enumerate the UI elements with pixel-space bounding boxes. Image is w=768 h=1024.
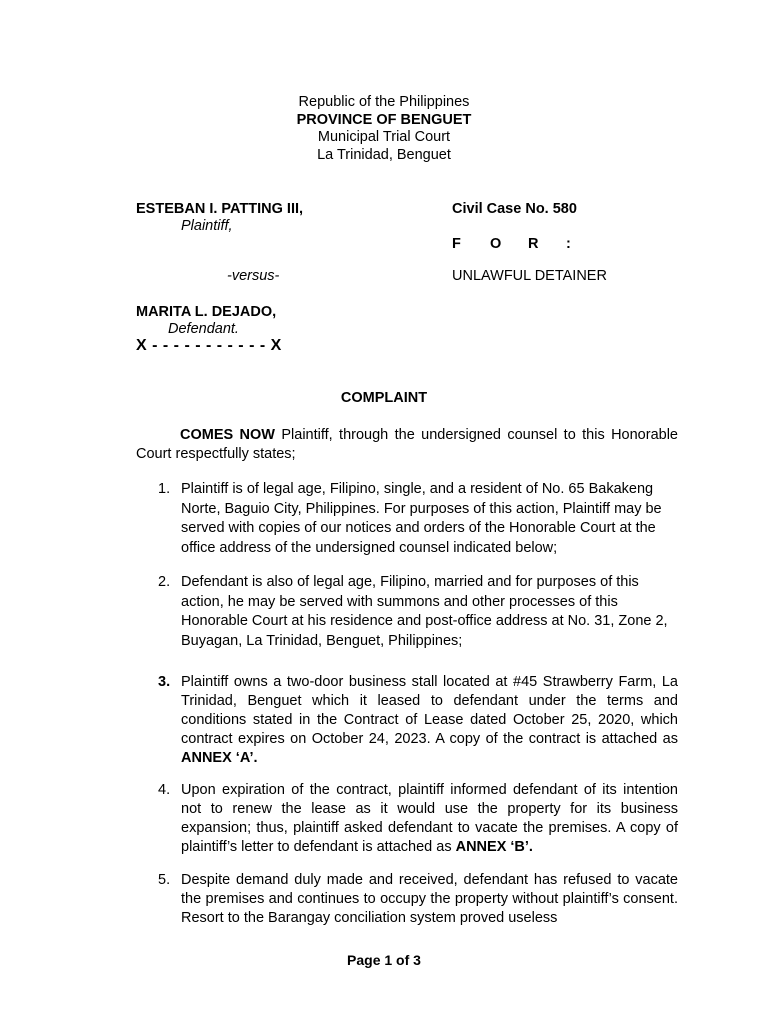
paragraph-text: Upon expiration of the contract, plaintiff informed defendant of its intention not to renew the lease as it would use the property for its business expansion; thus, plaintiff asked defendant to vacate the premises. A copy of plaintiff’s letter to defendant is attached as [181, 782, 678, 855]
intro-text: Plaintiff, through the undersigned counsel to this Honorable Court respectfully states; [136, 427, 678, 462]
paragraph-5 [136, 871, 678, 928]
for-letter: : [566, 236, 571, 252]
plaintiff-name: ESTEBAN I. PATTING III, [136, 201, 304, 217]
paragraph-text: Plaintiff is of legal age, Filipino, single, and a resident of No. 65 Bakakeng Norte, Baguio City, Philippines. For purposes of this action, Plaintiff may be served with copies of our notices and orders of the Honorable Court at the office address of the undersigned counsel indicated below; [181, 481, 662, 556]
annex-b-label: ANNEX ‘B’. [455, 839, 533, 855]
court-header [0, 94, 768, 164]
paragraph-text: Defendant is also of legal age, Filipino, married and for purposes of this action, he may be served with summons and other processes of this Honorable Court at his residence and post-office address at No. 31, Zone 2, Buyagan, La Trinidad, Benguet, Philippines; [181, 574, 668, 649]
header-province: PROVINCE OF BENGUET [296, 111, 472, 128]
paragraph-number: 5. [158, 872, 171, 888]
for-letter: R [528, 236, 539, 252]
paragraph-number: 1. [158, 481, 171, 497]
caption-x-line: X - - - - - - - - - - - X [136, 337, 282, 354]
paragraph-2 [136, 573, 678, 651]
intro-lead: COMES NOW [180, 427, 275, 443]
header-republic: Republic of the Philippines [298, 94, 470, 110]
paragraph-number: 2. [158, 574, 171, 590]
page-number: Page 1 of 3 [347, 952, 421, 968]
paragraph-3 [136, 673, 678, 768]
paragraph-number: 3. [158, 674, 171, 690]
defendant-name: MARITA L. DEJADO, [136, 304, 277, 320]
paragraph-number: 4. [158, 782, 171, 798]
for-label [452, 235, 604, 253]
paragraph-text: Despite demand duly made and received, defendant has refused to vacate the premises and continues to occupy the property without plaintiff’s consent. Resort to the Barangay conciliation system proved useless [181, 872, 678, 926]
case-nature: UNLAWFUL DETAINER [452, 268, 607, 284]
document-title: COMPLAINT [340, 390, 428, 406]
paragraph-4 [136, 781, 678, 857]
intro-paragraph [136, 426, 678, 463]
case-number: Civil Case No. 580 [452, 201, 577, 217]
header-location: La Trinidad, Benguet [317, 146, 451, 163]
annex-a-label: ANNEX ‘A’. [181, 750, 258, 766]
plaintiff-role: Plaintiff, [181, 218, 233, 234]
paragraph-1 [136, 480, 678, 558]
header-court: Municipal Trial Court [317, 129, 451, 145]
defendant-role: Defendant. [168, 321, 239, 337]
for-letter: O [490, 236, 502, 252]
versus-label: -versus- [227, 268, 280, 284]
paragraph-text: Plaintiff owns a two-door business stall located at #45 Strawberry Farm, La Trinidad, Benguet which it leased to defendant under the terms and conditions stated in the Contract of Lease dated October 25, 2020, which contract expires on October 24, 2023. A copy of the contract is attached as [181, 674, 678, 747]
for-letter: F [452, 236, 461, 252]
